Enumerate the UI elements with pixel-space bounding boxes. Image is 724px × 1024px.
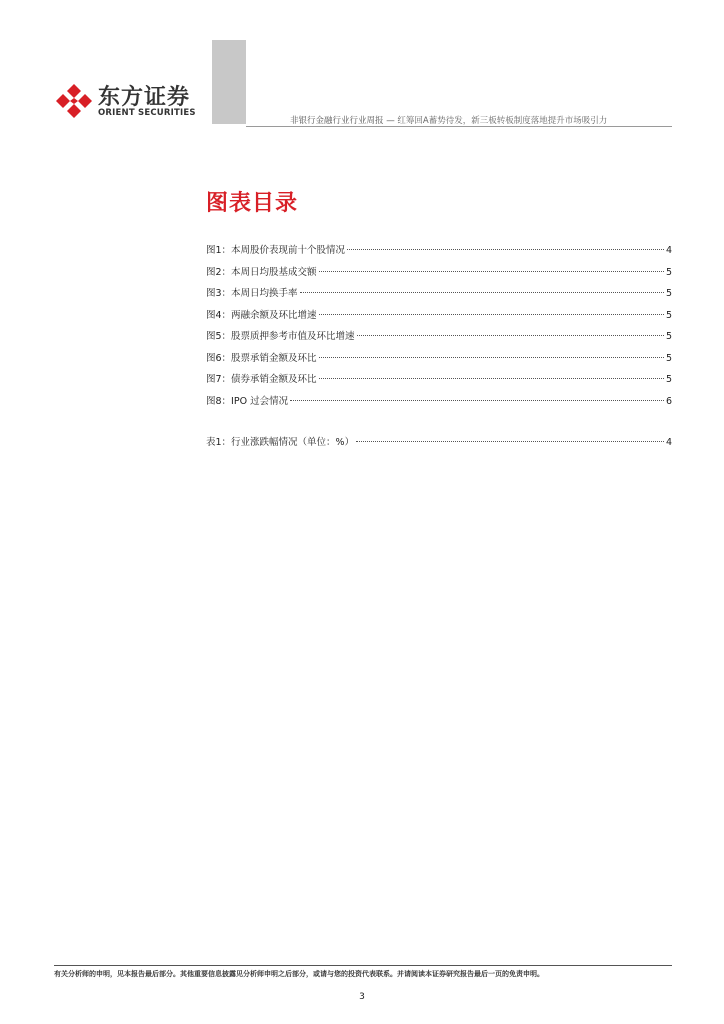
toc-list xyxy=(206,242,672,456)
toc-entry-label: 图5：股票质押参考市值及环比增速 xyxy=(206,331,355,342)
report-subject: 红筹回A蓄势待发，新三板转板制度落地提升市场吸引力 xyxy=(397,116,608,126)
toc-title: 图表目录 xyxy=(206,191,299,216)
footer-disclaimer: 有关分析师的申明，见本报告最后部分。其他重要信息披露见分析师申明之后部分，或请与您的投资代表联系。并请阅读本证券研究报告最后一页的免责申明。 xyxy=(54,970,544,978)
report-type: 非银行金融行业行业周报 xyxy=(290,116,384,126)
toc-entry-label: 图7：债券承销金额及环比 xyxy=(206,374,317,385)
toc-entry-page: 4 xyxy=(665,245,672,256)
toc-section-gap xyxy=(206,414,672,434)
header-divider xyxy=(246,126,672,127)
toc-entry-figure-7[interactable] xyxy=(206,371,672,393)
toc-leader-dots xyxy=(347,249,664,250)
toc-entry-label: 图8：IPO 过会情况 xyxy=(206,395,289,407)
toc-entry-figure-5[interactable] xyxy=(206,328,672,350)
toc-entry-figure-4[interactable] xyxy=(206,307,672,329)
header-line xyxy=(290,114,607,126)
toc-entry-page: 5 xyxy=(665,374,672,385)
logo-name-cn: 东方证券 xyxy=(98,85,191,110)
header-separator: — xyxy=(386,116,395,126)
toc-entry-page: 5 xyxy=(665,331,672,342)
toc-leader-dots xyxy=(319,357,664,358)
toc-entry-label: 图2：本周日均股基成交额 xyxy=(206,266,317,278)
toc-entry-table-1[interactable] xyxy=(206,434,672,456)
toc-entry-label: 图6：股票承销金额及环比 xyxy=(206,352,317,364)
toc-entry-label: 图4：两融余额及环比增速 xyxy=(206,309,317,321)
toc-entry-figure-2[interactable] xyxy=(206,264,672,286)
toc-leader-dots xyxy=(319,378,664,379)
toc-entry-label: 表1：行业涨跌幅情况（单位：%） xyxy=(206,437,355,448)
toc-leader-dots xyxy=(319,271,664,272)
toc-leader-dots xyxy=(290,400,664,401)
page-number: 3 xyxy=(359,992,365,1002)
toc-leader-dots xyxy=(319,314,664,315)
toc-entry-figure-8[interactable] xyxy=(206,393,672,415)
toc-entry-figure-3[interactable] xyxy=(206,285,672,307)
toc-entry-figure-6[interactable] xyxy=(206,350,672,372)
logo-name-en: ORIENT SECURITIES xyxy=(98,108,196,118)
toc-entry-figure-1[interactable] xyxy=(206,242,672,264)
toc-entry-label: 图3：本周日均换手率 xyxy=(206,288,298,299)
toc-leader-dots xyxy=(357,335,664,336)
toc-entry-page: 4 xyxy=(665,437,672,448)
toc-entry-page: 5 xyxy=(665,288,672,299)
toc-leader-dots xyxy=(356,441,664,442)
header-gray-tab xyxy=(212,40,246,124)
company-logo xyxy=(54,78,204,124)
footer-divider xyxy=(54,965,672,966)
toc-entry-page: 5 xyxy=(665,352,672,364)
toc-entry-page: 5 xyxy=(665,309,672,321)
toc-entry-page: 6 xyxy=(665,395,672,407)
orient-securities-logo-icon xyxy=(54,82,94,120)
toc-entry-label: 图1：本周股价表现前十个股情况 xyxy=(206,245,346,256)
toc-entry-page: 5 xyxy=(665,266,672,278)
toc-leader-dots xyxy=(300,292,664,293)
